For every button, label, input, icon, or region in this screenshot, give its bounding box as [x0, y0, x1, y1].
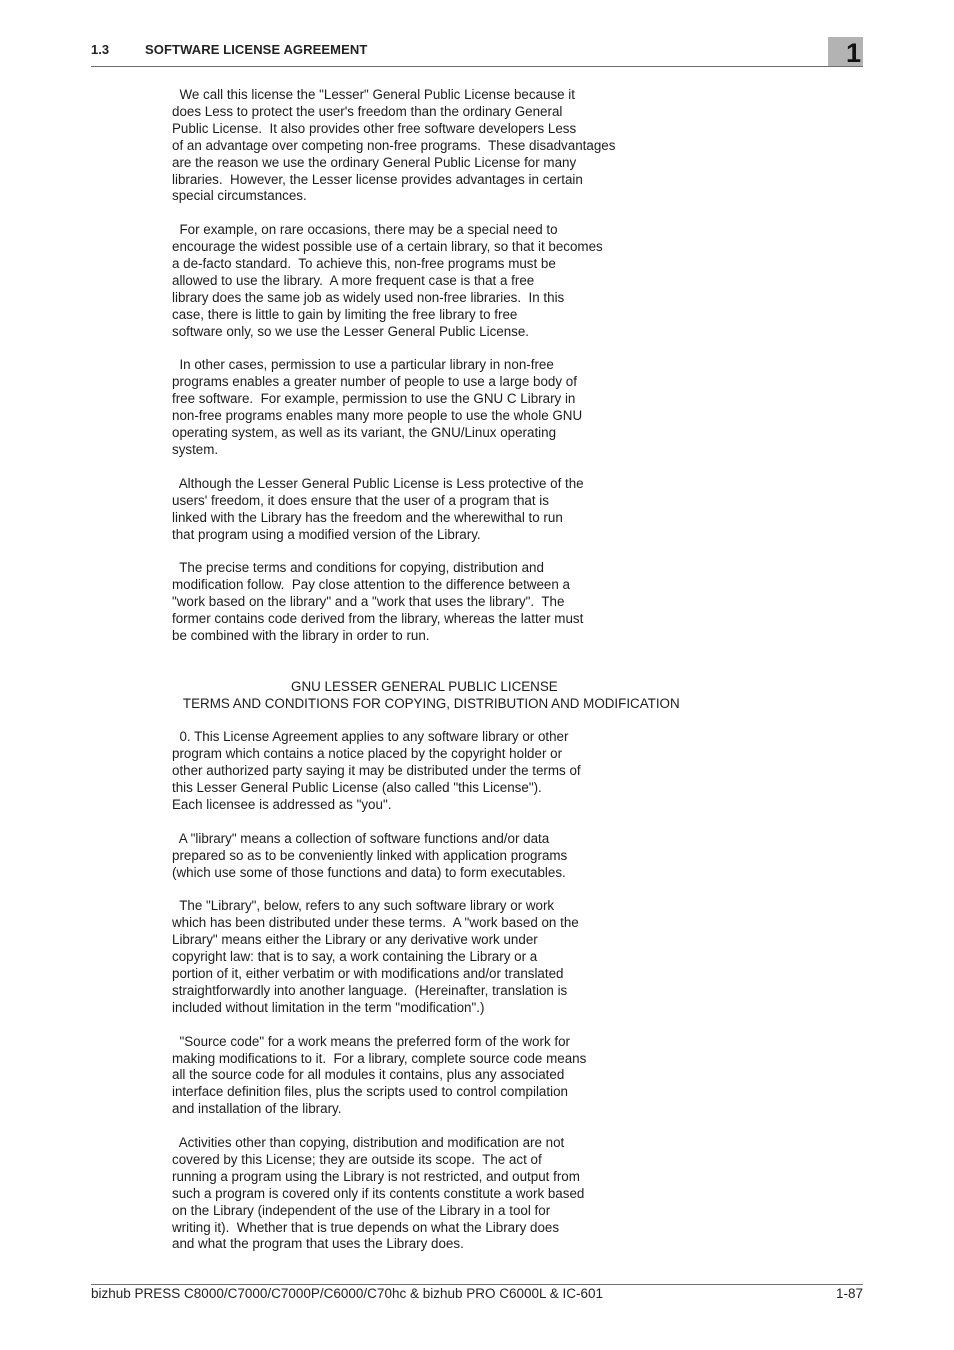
paragraph: The precise terms and conditions for copying, distribution and modification follow. Pay close attention to the difference between a "work based on the library" and a "work that uses the library". The former contains code derived from the library, whereas the latter must be combined with the library in order to run. [172, 560, 584, 643]
section-title: SOFTWARE LICENSE AGREEMENT [145, 42, 368, 57]
paragraph: In other cases, permission to use a particular library in non-free programs enables a greater number of people to use a large body of free software. For example, permission to use the GNU C Library in non-free programs enables many more people to use the whole GNU operating system, as well as its variant, the GNU/Linux operating system. [172, 357, 583, 457]
paragraph: We call this license the "Lesser" General Public License because it does Less to protect the user's freedom than the ordinary General Public License. It also provides other free software developers Less of an advantage over competing non-free programs. These disadvantages are the reason we use the ordinary General Public License for many libraries. However, the Lesser license provides advantages in certain special circumstances. [172, 87, 616, 204]
paragraph: For example, on rare occasions, there may be a special need to encourage the widest possible use of a certain library, so that it becomes a de-facto standard. To achieve this, non-free programs must be allowed to use the library. A more frequent case is that a free library does the same job as widely used non-free libraries. In this case, there is little to gain by limiting the free library to free software only, so we use the Lesser General Public License. [172, 222, 603, 339]
chapter-number: 1 [845, 38, 861, 68]
footer-rule [91, 1284, 863, 1285]
license-heading: GNU LESSER GENERAL PUBLIC LICENSE [172, 678, 558, 694]
paragraph: The "Library", below, refers to any such software library or work which has been distributed under these terms. A "work based on the Library" means either the Library or any derivative work under copyright law: that is to say, a work containing the Library or a portion of it, either verbatim or with modifications and/or translated straightforwardly into another language. (Hereinafter, translation is included without limitation in the term "modification".) [172, 898, 579, 1015]
paragraph: Activities other than copying, distribution and modification are not covered by this License; they are outside its scope. The act of running a program using the Library is not restricted, and output from such a program is covered only if its contents constitute a work based on the Library (independent of the use of the Library in a tool for writing it). Whether that is true depends on what the Library does and what the program that uses the Library does. [172, 1135, 585, 1252]
footer-product-name: bizhub PRESS C8000/C7000/C7000P/C6000/C70hc & bizhub PRO C6000L & IC-601 [91, 1286, 604, 1301]
section-number: 1.3 [91, 42, 110, 57]
license-subheading: TERMS AND CONDITIONS FOR COPYING, DISTRIBUTION AND MODIFICATION [172, 695, 680, 711]
paragraph: "Source code" for a work means the preferred form of the work for making modifications to it. For a library, complete source code means all the source code for all modules it contains, plus any associated interface definition files, plus the scripts used to control compilation and installation of the library. [172, 1033, 587, 1117]
paragraph: 0. This License Agreement applies to any software library or other program which contains a notice placed by the copyright holder or other authorized party saying it may be distributed under the terms of this Lesser General Public License (also called "this License"). Each licensee is addressed as "you". [172, 729, 581, 812]
page-header [91, 40, 863, 67]
page-number: 1-87 [835, 1286, 863, 1301]
chapter-tab [828, 37, 863, 66]
paragraph: Although the Lesser General Public License is Less protective of the users' freedom, it does ensure that the user of a program that is linked with the Library has the freedom and the wherewithal to run that program using a modified version of the Library. [172, 475, 584, 542]
license-text [172, 87, 732, 1270]
paragraph: A "library" means a collection of software functions and/or data prepared so as to be conveniently linked with application programs (which use some of those functions and data) to form executables. [172, 830, 568, 880]
